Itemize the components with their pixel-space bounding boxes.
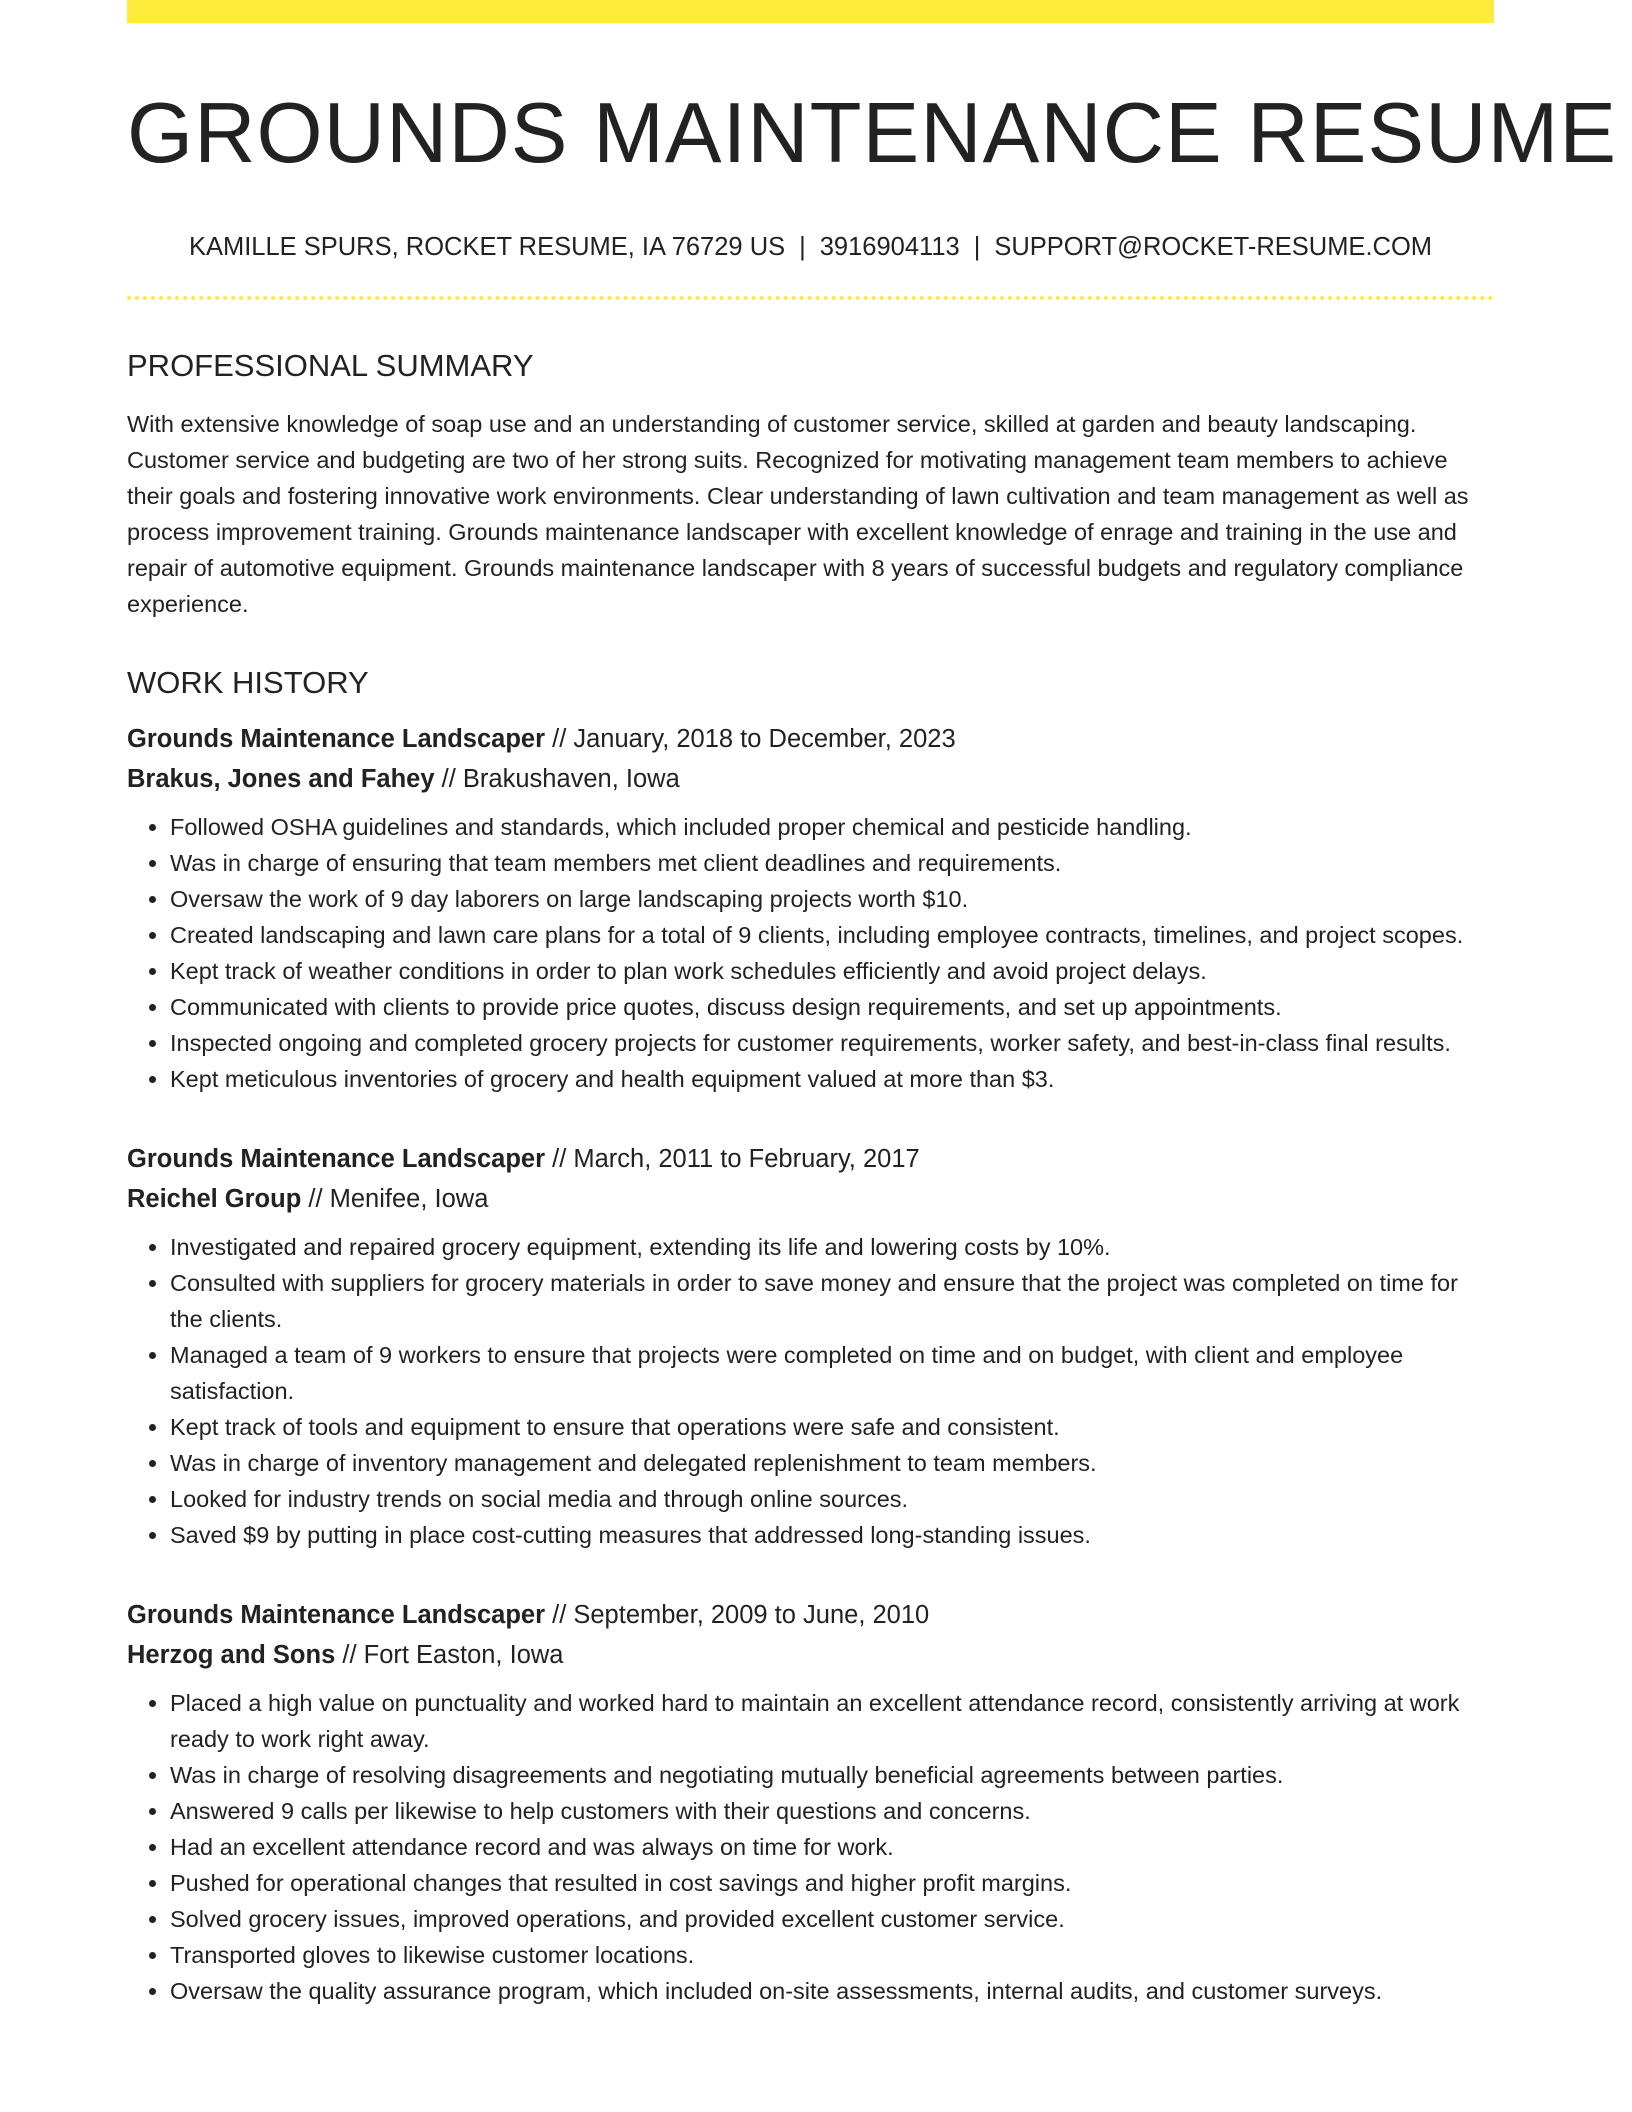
job-entry — [127, 1139, 1494, 1553]
list-item: • Looked for industry trends on social media and through online sources. — [170, 1481, 1494, 1517]
list-item: • Oversaw the work of 9 day laborers on large landscaping projects worth $10. — [170, 881, 1494, 917]
contact-phone: 3916904113 — [819, 233, 960, 261]
list-item: • Followed OSHA guidelines and standards, which included proper chemical and pesticide handling. — [170, 809, 1494, 845]
summary-heading: PROFESSIONAL SUMMARY — [127, 348, 534, 383]
job-company: Reichel Group — [127, 1185, 302, 1214]
job-title-line — [127, 1595, 1494, 1635]
list-item: • Placed a high value on punctuality and worked hard to maintain an excellent attendance record, consistently arriving at work ready to work right away. — [170, 1685, 1494, 1757]
job-bullet-list — [127, 1685, 1494, 2009]
job-company-line — [127, 1635, 1494, 1675]
job-dates: // September, 2009 to June, 2010 — [552, 1601, 930, 1630]
job-title-line — [127, 719, 1494, 759]
work-history-list — [127, 719, 1494, 2009]
work-history-heading: WORK HISTORY — [127, 665, 369, 701]
job-title: Grounds Maintenance Landscaper — [127, 1145, 546, 1174]
list-item: • Communicated with clients to provide price quotes, discuss design requirements, and set up appointments. — [170, 989, 1494, 1025]
list-item: • Saved $9 by putting in place cost-cutting measures that addressed long-standing issues. — [170, 1517, 1494, 1553]
job-company-line — [127, 759, 1494, 799]
list-item: • Transported gloves to likewise customer locations. — [170, 1937, 1494, 1973]
job-entry — [127, 1595, 1494, 2009]
job-bullet-list — [127, 1229, 1494, 1553]
list-item: • Kept track of weather conditions in order to plan work schedules efficiently and avoid project delays. — [170, 953, 1494, 989]
job-bullet-list — [127, 809, 1494, 1097]
list-item: • Kept meticulous inventories of grocery and health equipment valued at more than $3. — [170, 1061, 1494, 1097]
job-title-line — [127, 1139, 1494, 1179]
contact-line — [127, 233, 1494, 262]
list-item: • Pushed for operational changes that resulted in cost savings and higher profit margins. — [170, 1865, 1494, 1901]
list-item: • Had an excellent attendance record and was always on time for work. — [170, 1829, 1494, 1865]
job-location: // Fort Easton, Iowa — [342, 1641, 564, 1670]
job-entry — [127, 719, 1494, 1097]
list-item: • Answered 9 calls per likewise to help customers with their questions and concerns. — [170, 1793, 1494, 1829]
list-item: • Consulted with suppliers for grocery materials in order to save money and ensure that the project was completed on time for the clients. — [170, 1265, 1494, 1337]
resume-page — [127, 0, 1618, 2009]
list-item: • Kept track of tools and equipment to ensure that operations were safe and consistent. — [170, 1409, 1494, 1445]
list-item: • Investigated and repaired grocery equipment, extending its life and lowering costs by 10%. — [170, 1229, 1494, 1265]
list-item: • Solved grocery issues, improved operations, and provided excellent customer service. — [170, 1901, 1494, 1937]
list-item: • Was in charge of resolving disagreements and negotiating mutually beneficial agreements between parties. — [170, 1757, 1494, 1793]
list-item: • Oversaw the quality assurance program, which included on-site assessments, internal audits, and customer surveys. — [170, 1973, 1494, 2009]
job-location: // Menifee, Iowa — [308, 1185, 489, 1214]
list-item: • Was in charge of inventory management and delegated replenishment to team members. — [170, 1445, 1494, 1481]
job-title: Grounds Maintenance Landscaper — [127, 1601, 546, 1630]
job-dates: // January, 2018 to December, 2023 — [552, 725, 956, 754]
list-item: • Created landscaping and lawn care plans for a total of 9 clients, including employee contracts, timelines, and project scopes. — [170, 917, 1494, 953]
dotted-divider — [127, 296, 1494, 300]
contact-separator: | — [799, 233, 806, 261]
list-item: • Was in charge of ensuring that team members met client deadlines and requirements. — [170, 845, 1494, 881]
job-company: Herzog and Sons — [127, 1641, 336, 1670]
job-location: // Brakushaven, Iowa — [441, 765, 680, 794]
contact-separator: | — [973, 233, 981, 261]
contact-email: SUPPORT@ROCKET-RESUME.COM — [994, 233, 1433, 261]
job-company: Brakus, Jones and Fahey — [127, 765, 435, 794]
page-title: GROUNDS MAINTENANCE RESUME — [127, 86, 1618, 181]
summary-text: With extensive knowledge of soap use and an understanding of customer service, skilled at garden and beauty landscaping. Customer service and budgeting are two of her strong suits. Recognized for motivating management team members to achieve their goals and fostering innovative work environments. Clear understanding of lawn cultivation and team management as well as process improvement training. Grounds maintenance landscaper with excellent knowledge of enrage and training in the use and repair of automotive equipment. Grounds maintenance landscaper with 8 years of successful budgets and regulatory compliance experience. — [127, 411, 1469, 618]
job-title: Grounds Maintenance Landscaper — [127, 725, 546, 754]
top-accent-bar — [127, 0, 1494, 23]
contact-address: KAMILLE SPURS, ROCKET RESUME, IA 76729 US — [188, 233, 786, 261]
job-dates: // March, 2011 to February, 2017 — [552, 1145, 920, 1174]
list-item: • Inspected ongoing and completed grocery projects for customer requirements, worker safety, and best-in-class final results. — [170, 1025, 1494, 1061]
job-company-line — [127, 1179, 1494, 1219]
list-item: • Managed a team of 9 workers to ensure that projects were completed on time and on budget, with client and employee satisfaction. — [170, 1337, 1494, 1409]
